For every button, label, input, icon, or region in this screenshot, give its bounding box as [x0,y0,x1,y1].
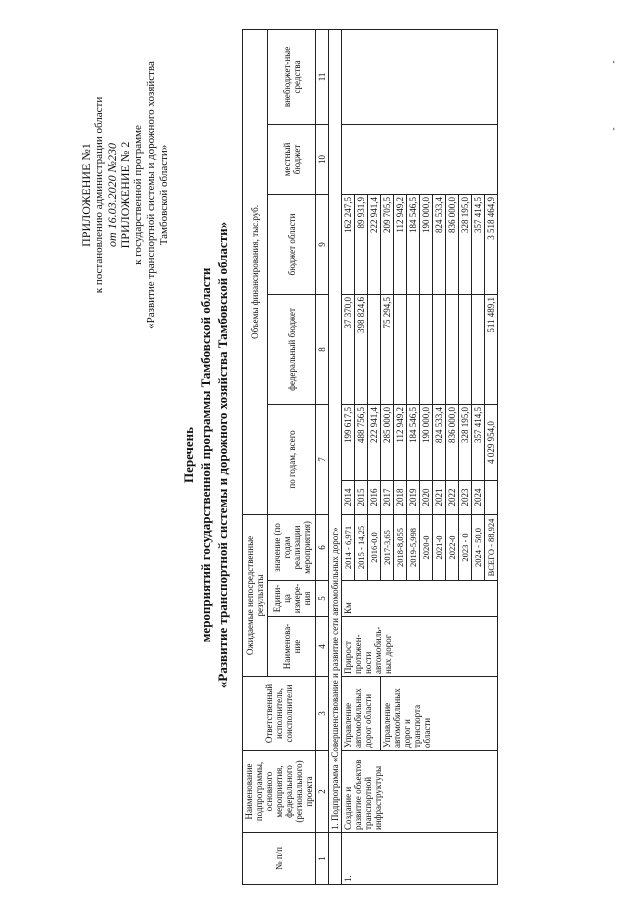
federal-cell [394,294,407,404]
federal-cell [407,294,420,404]
year-cell: 2020 [420,480,433,514]
total-cell: 824 533,4 [433,404,446,480]
heading-title: Перечень [181,426,196,484]
local-cell [342,124,498,194]
column-number-row [316,29,329,884]
header-expected: Ожидаемые непосредственные результаты [243,514,268,676]
appendix-date-number: от 16.03.2020 №230 [105,143,119,247]
row-num: 1. [342,833,498,885]
col-number: 7 [316,404,329,514]
subprogram-row [329,29,342,884]
value-cell: 2014 - 6,971 [342,514,355,580]
value-cell: 2020-0 [420,514,433,580]
year-cell: 2022 [446,480,459,514]
col-number: 6 [316,514,329,580]
header-exp-name: Наименова-ние [268,617,316,677]
regional-cell: 112 949,2 [394,194,407,294]
header-local: местный бюджет [268,124,316,194]
regional-cell: 184 546,5 [407,194,420,294]
total-cell: 328 195,0 [459,404,472,480]
heading-line-2: мероприятий государственной программы Тамбовской области [198,267,213,643]
regional-total-cell: 3 518 464,9 [485,194,498,294]
extra-cell [342,29,498,124]
year-cell: 2021 [433,480,446,514]
year-cell: 2016 [368,480,381,514]
row-responsible-2: Управление автомобильных дорог и транспорта области [381,677,498,751]
regional-cell: 162 247,5 [342,194,355,294]
col-number: 5 [316,581,329,617]
header-extra: внебюджет-ные средства [268,29,316,124]
col-number: 1 [316,833,329,885]
measures-table [242,29,498,885]
extra-total: - [608,60,618,64]
federal-cell [420,294,433,404]
appendix-decree-line: к постановлению администрации области [93,96,105,294]
table-row [342,29,355,884]
federal-cell [459,294,472,404]
row-exp-unit: Км [342,581,498,617]
federal-cell: 75 294,5 [381,294,394,404]
appendix-program-name-2: Тамбовской области» [158,144,170,246]
row-name: Создание и развитие объектов транспортной инфраструктуры [342,751,498,833]
total-cell: 285 000,0 [381,404,394,480]
row-responsible-1: Управление автомобильных дорог области [342,677,381,751]
federal-cell: 398 824,6 [355,294,368,404]
year-cell: 2023 [459,480,472,514]
value-cell: 2021-0 [433,514,446,580]
year-cell: 2015 [355,480,368,514]
regional-cell: 836 000,0 [446,194,459,294]
local-total: - [608,127,618,131]
year-cell: 2024 [472,480,485,514]
federal-cell [368,294,381,404]
value-cell: 2019-5,998 [407,514,420,580]
year-cell: 2017 [381,480,394,514]
total-cell: 488 756,5 [355,404,368,480]
row-exp-name: Прирост протяжен-ности автомобиль-ных дорог [342,617,498,677]
appendix-number-2: ПРИЛОЖЕНИЕ № 2 [118,141,132,249]
total-cell: 190 000,0 [420,404,433,480]
appendix-program-name: «Развитие транспортной системы и дорожного хозяйства [145,61,157,329]
col-number: 4 [316,617,329,677]
header-by-year: по годам, всего [268,404,316,514]
appendix-block [80,45,171,345]
federal-cell [446,294,459,404]
header-exp-unit: Едини-ца измере-ния [268,581,316,617]
header-row-1 [243,29,268,884]
regional-cell: 209 705,5 [381,194,394,294]
header-funding: Объемы финансирования, тыс.руб. [243,29,268,514]
regional-cell: 824 533,4 [433,194,446,294]
total-cell: 112 949,2 [394,404,407,480]
federal-cell: 37 370,0 [342,294,355,404]
grand-total-cell: 4 029 954,0 [485,404,498,480]
col-number: 10 [316,124,329,194]
appendix-number: ПРИЛОЖЕНИЕ №1 [79,143,93,247]
total-cell: 184 546,5 [407,404,420,480]
header-federal: федеральный бюджет [268,294,316,404]
federal-cell [433,294,446,404]
regional-cell: 328 195,0 [459,194,472,294]
value-cell: 2023 - 0 [459,514,472,580]
total-value-cell: ВСЕГО - 88,924 [485,514,498,580]
value-cell: 2017-3,65 [381,514,394,580]
total-cell: 836 000,0 [446,404,459,480]
regional-cell: 190 000,0 [420,194,433,294]
appendix-program-line: к государственной программе [132,125,144,265]
col-number: 2 [316,751,329,833]
header-num: № п/п [243,833,316,885]
value-cell: 2018-8,055 [394,514,407,580]
header-name: Наименование подпрограммы, основного мероприятия, федерального (регионального) проекта [243,751,316,833]
regional-cell: 357 414,5 [472,194,485,294]
total-cell: 222 941,4 [368,404,381,480]
value-cell: 2016-0,0 [368,514,381,580]
value-cell: 2015 - 14,25 [355,514,368,580]
year-cell: 2019 [407,480,420,514]
total-cell: 199 617,5 [342,404,355,480]
year-cell: 2014 [342,480,355,514]
regional-cell: 89 931,9 [355,194,368,294]
header-regional: бюджет области [268,194,316,294]
col-number: 8 [316,294,329,404]
value-cell: 2022-0 [446,514,459,580]
federal-cell [472,294,485,404]
header-responsible: Ответственный исполнитель, соисполнители [243,677,316,751]
col-number: 3 [316,677,329,751]
subprogram-title: 1. Подпрограмма «Совершенствование и развитие сети автомобильных дорог» [329,29,342,832]
regional-cell: 222 941,4 [368,194,381,294]
federal-total-cell: 511 489,1 [485,294,498,404]
year-cell: 2018 [394,480,407,514]
total-cell: 357 414,5 [472,404,485,480]
heading-line-3: «Развитие транспортной системы и дорожного хозяйства Тамбовской области» [215,221,230,689]
col-number: 11 [316,29,329,124]
header-exp-value: значение (по годам реализации мероприятия) [268,514,316,580]
value-cell: 2024 - 50,0 [472,514,485,580]
col-number: 9 [316,194,329,294]
document-heading [180,175,231,735]
